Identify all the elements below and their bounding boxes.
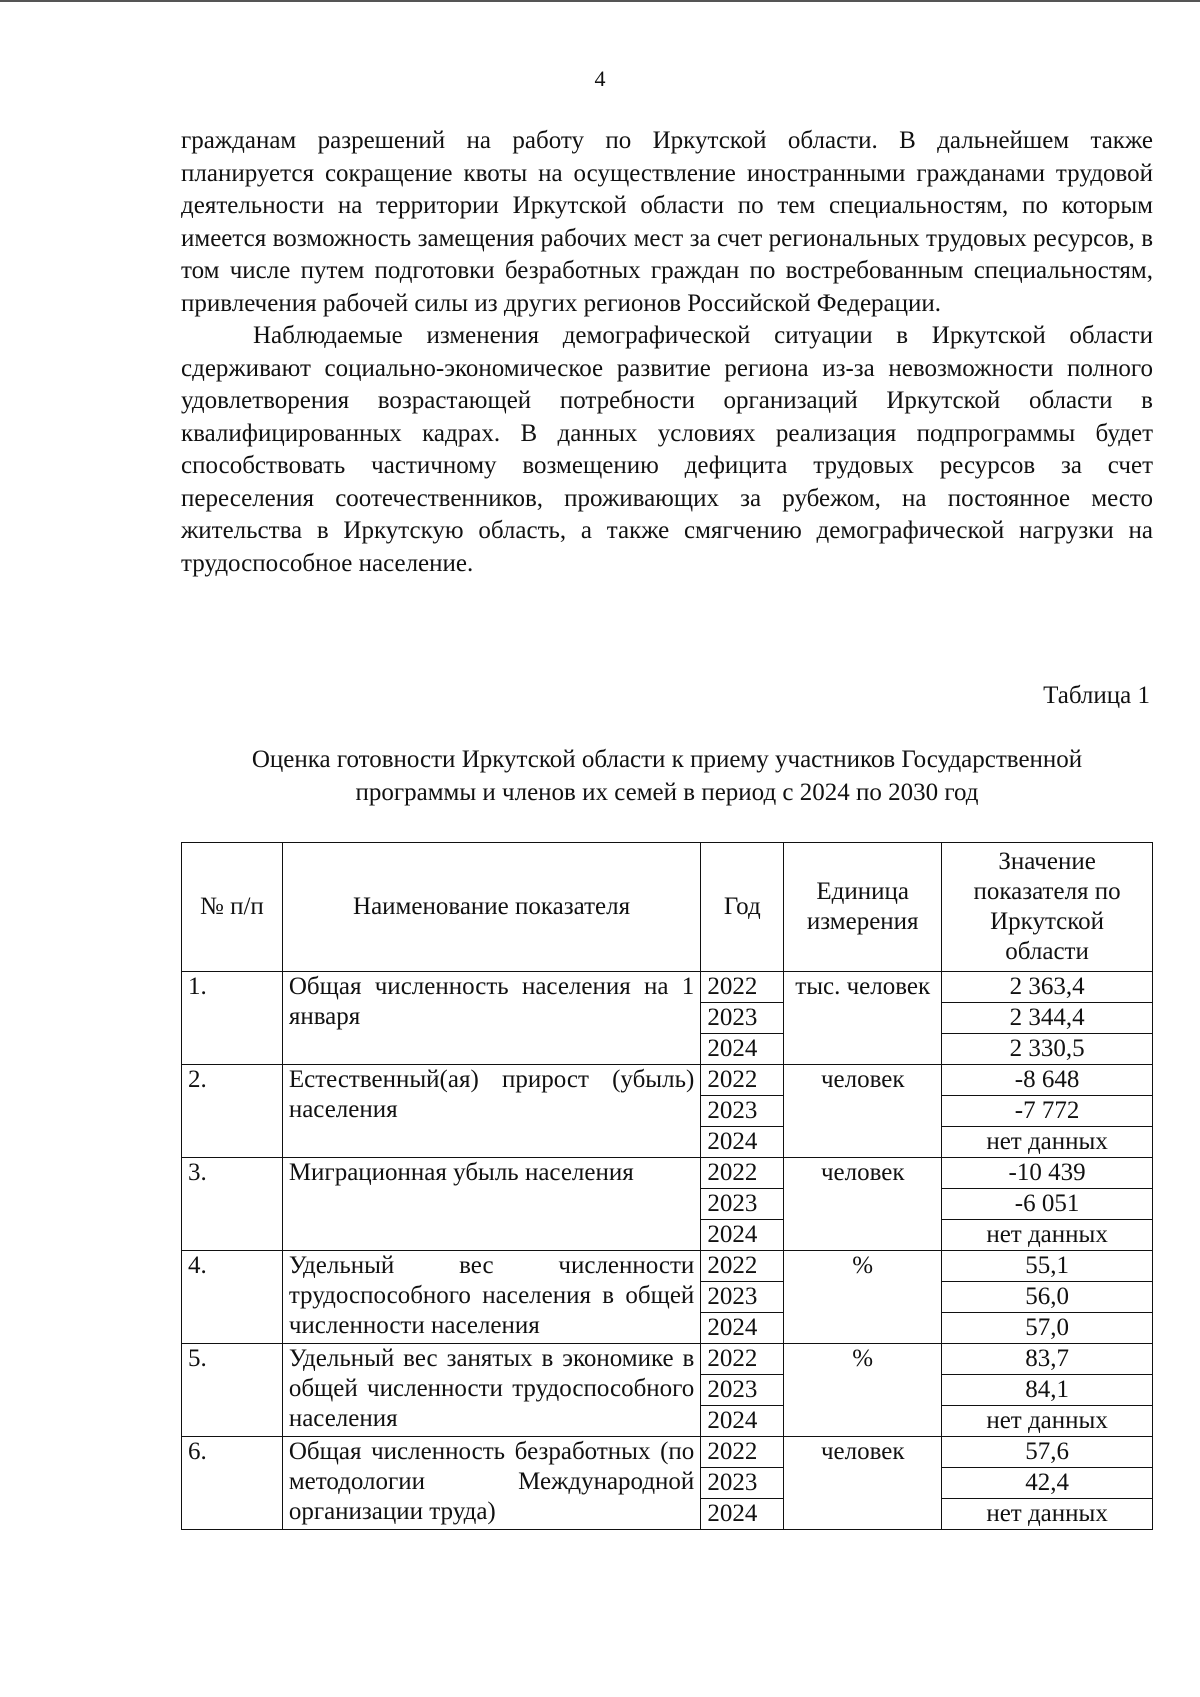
year-cell: 2024 <box>701 1034 784 1065</box>
year-cell: 2023 <box>701 1375 784 1406</box>
table-row <box>182 1158 1153 1189</box>
value-cell: 56,0 <box>942 1282 1153 1313</box>
table-label: Таблица 1 <box>1043 682 1150 709</box>
year-cell: 2022 <box>701 1344 784 1375</box>
indicators-table <box>181 842 1153 1530</box>
header-name: Наименование показателя <box>282 843 700 972</box>
table-row <box>182 1065 1153 1096</box>
indicator-name: Общая численность безработных (по методологии Международной организации труда) <box>282 1437 700 1530</box>
value-cell: нет данных <box>942 1406 1153 1437</box>
value-cell: нет данных <box>942 1127 1153 1158</box>
header-value: Значение показателя по Иркутской области <box>942 843 1153 972</box>
value-cell: 2 344,4 <box>942 1003 1153 1034</box>
paragraph-2: Наблюдаемые изменения демографической ситуации в Иркутской области сдерживают социально-экономическое развитие региона из-за невозможности полного удовлетворения возрастающей потребности организаций Иркутской области в квалифицированных кадрах. В данных условиях реализация подпрограммы будет способствовать частичному возмещению дефицита трудовых ресурсов за счет переселения соотечественников, проживающих за рубежом, на постоянное место жительства в Иркутскую область, а также смягчению демографической нагрузки на трудоспособное население. <box>181 322 1153 577</box>
value-cell: нет данных <box>942 1220 1153 1251</box>
unit-cell: тыс. человек <box>784 972 942 1065</box>
value-cell: -10 439 <box>942 1158 1153 1189</box>
table-row <box>182 1251 1153 1282</box>
year-cell: 2024 <box>701 1313 784 1344</box>
header-unit: Единица измерения <box>784 843 942 972</box>
indicator-name: Удельный вес численности трудоспособного населения в общей численности населения <box>282 1251 700 1344</box>
year-cell: 2024 <box>701 1499 784 1530</box>
body-text <box>181 125 1153 580</box>
year-cell: 2022 <box>701 1158 784 1189</box>
table-row <box>182 1437 1153 1468</box>
table-caption <box>181 744 1153 809</box>
year-cell: 2023 <box>701 1189 784 1220</box>
paragraph-1: гражданам разрешений на работу по Иркутской области. В дальнейшем также планируется сокращение квоты на осуществление иностранными гражданами трудовой деятельности на территории Иркутской области по тем специальностям, по которым имеется возможность замещения рабочих мест за счет региональных трудовых ресурсов, в том числе путем подготовки безработных граждан по востребованным специальностям, привлечения рабочей силы из других регионов Российской Федерации. <box>181 127 1153 317</box>
unit-cell: % <box>784 1251 942 1344</box>
year-cell: 2022 <box>701 1251 784 1282</box>
year-cell: 2023 <box>701 1096 784 1127</box>
value-cell: нет данных <box>942 1499 1153 1530</box>
year-cell: 2024 <box>701 1220 784 1251</box>
top-edge-line <box>0 0 1200 2</box>
year-cell: 2023 <box>701 1468 784 1499</box>
unit-cell: человек <box>784 1437 942 1530</box>
value-cell: 42,4 <box>942 1468 1153 1499</box>
unit-cell: человек <box>784 1158 942 1251</box>
indicator-name: Удельный вес занятых в экономике в общей численности трудоспособного населения <box>282 1344 700 1437</box>
row-number: 5. <box>182 1344 283 1437</box>
year-cell: 2022 <box>701 972 784 1003</box>
value-cell: 57,0 <box>942 1313 1153 1344</box>
year-cell: 2022 <box>701 1437 784 1468</box>
year-cell: 2022 <box>701 1065 784 1096</box>
indicator-name: Естественный(ая) прирост (убыль) населения <box>282 1065 700 1158</box>
value-cell: 2 330,5 <box>942 1034 1153 1065</box>
unit-cell: % <box>784 1344 942 1437</box>
header-year: Год <box>701 843 784 972</box>
row-number: 3. <box>182 1158 283 1251</box>
indicator-name: Общая численность населения на 1 января <box>282 972 700 1065</box>
value-cell: 2 363,4 <box>942 972 1153 1003</box>
value-cell: 84,1 <box>942 1375 1153 1406</box>
table-caption-line-1: Оценка готовности Иркутской области к приему участников Государственной <box>251 746 1083 773</box>
value-cell: -8 648 <box>942 1065 1153 1096</box>
value-cell: 83,7 <box>942 1344 1153 1375</box>
value-cell: -6 051 <box>942 1189 1153 1220</box>
table-caption-line-2: программы и членов их семей в период с 2024 по 2030 год <box>355 778 979 806</box>
table-row <box>182 972 1153 1003</box>
table-body <box>182 972 1153 1530</box>
year-cell: 2024 <box>701 1127 784 1158</box>
table-row <box>182 1344 1153 1375</box>
value-cell: 57,6 <box>942 1437 1153 1468</box>
table-header-row <box>182 843 1153 972</box>
year-cell: 2023 <box>701 1003 784 1034</box>
header-num: № п/п <box>182 843 283 972</box>
value-cell: -7 772 <box>942 1096 1153 1127</box>
unit-cell: человек <box>784 1065 942 1158</box>
row-number: 1. <box>182 972 283 1065</box>
row-number: 4. <box>182 1251 283 1344</box>
indicator-name: Миграционная убыль населения <box>282 1158 700 1251</box>
row-number: 2. <box>182 1065 283 1158</box>
year-cell: 2023 <box>701 1282 784 1313</box>
row-number: 6. <box>182 1437 283 1530</box>
page-number: 4 <box>594 66 606 91</box>
year-cell: 2024 <box>701 1406 784 1437</box>
value-cell: 55,1 <box>942 1251 1153 1282</box>
